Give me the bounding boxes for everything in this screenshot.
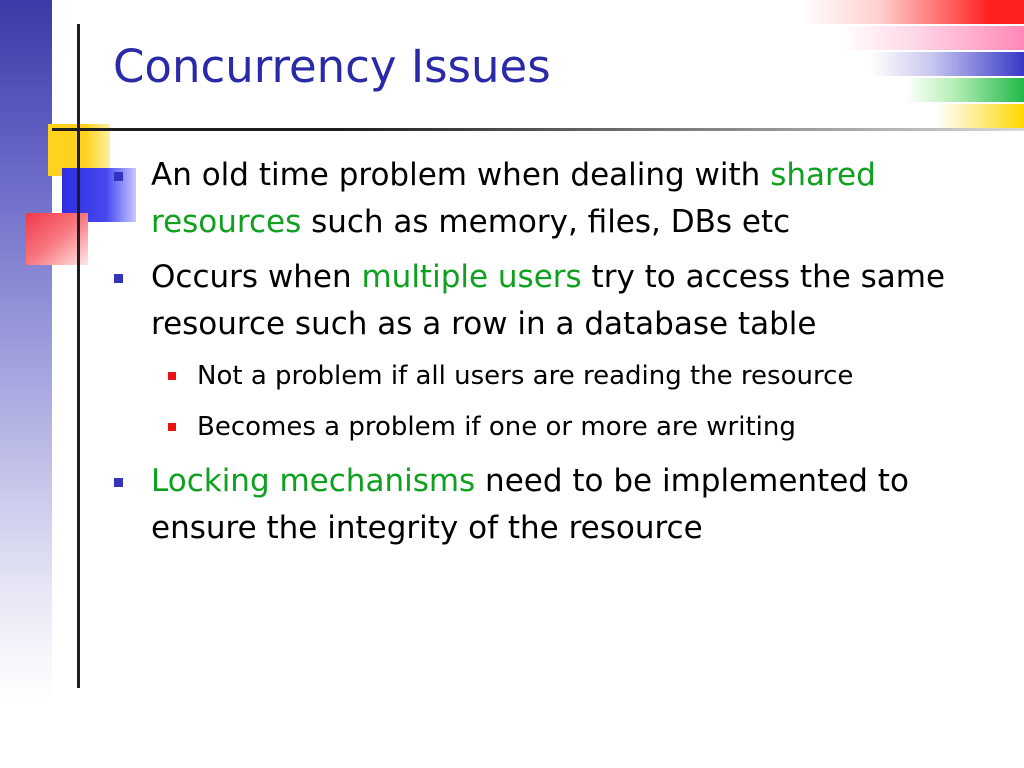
top-bar-pink (840, 26, 1024, 50)
square-bullet-icon (114, 478, 123, 487)
sub-bullet-text: Becomes a problem if one or more are writing (197, 412, 796, 442)
bullet-text: An old time problem when dealing with (151, 157, 771, 193)
slide-title: Concurrency Issues (113, 40, 551, 93)
highlight-text: Locking mechanisms (151, 463, 476, 499)
bullet-item (112, 254, 992, 348)
small-square-bullet-icon (168, 423, 176, 431)
bullet-item (112, 152, 992, 246)
top-bar-yellow (935, 104, 1024, 128)
sub-bullet-item (112, 356, 992, 396)
left-gradient-strip (0, 0, 52, 700)
small-square-bullet-icon (168, 372, 176, 380)
top-bar-green (905, 78, 1024, 102)
title-underline-rule (52, 128, 1024, 131)
square-bullet-icon (114, 274, 123, 283)
bullet-list (112, 152, 992, 560)
sub-bullet-text: Not a problem if all users are reading the resource (197, 361, 854, 391)
highlight-text: shared resources (151, 157, 876, 240)
bullet-text: such as memory, files, DBs etc (301, 204, 791, 240)
bullet-text: try to access the same resource such as a row in a database table (151, 259, 946, 342)
bullet-text: need to be implemented to ensure the integrity of the resource (151, 463, 909, 546)
square-bullet-icon (114, 172, 123, 181)
top-bar-blue (870, 52, 1024, 76)
top-bar-red (800, 0, 1024, 24)
highlight-text: multiple users (361, 259, 582, 295)
bullet-text: Occurs when (151, 259, 362, 295)
sub-bullet-item (112, 407, 992, 447)
vertical-rule (77, 24, 80, 688)
bullet-item (112, 458, 992, 552)
